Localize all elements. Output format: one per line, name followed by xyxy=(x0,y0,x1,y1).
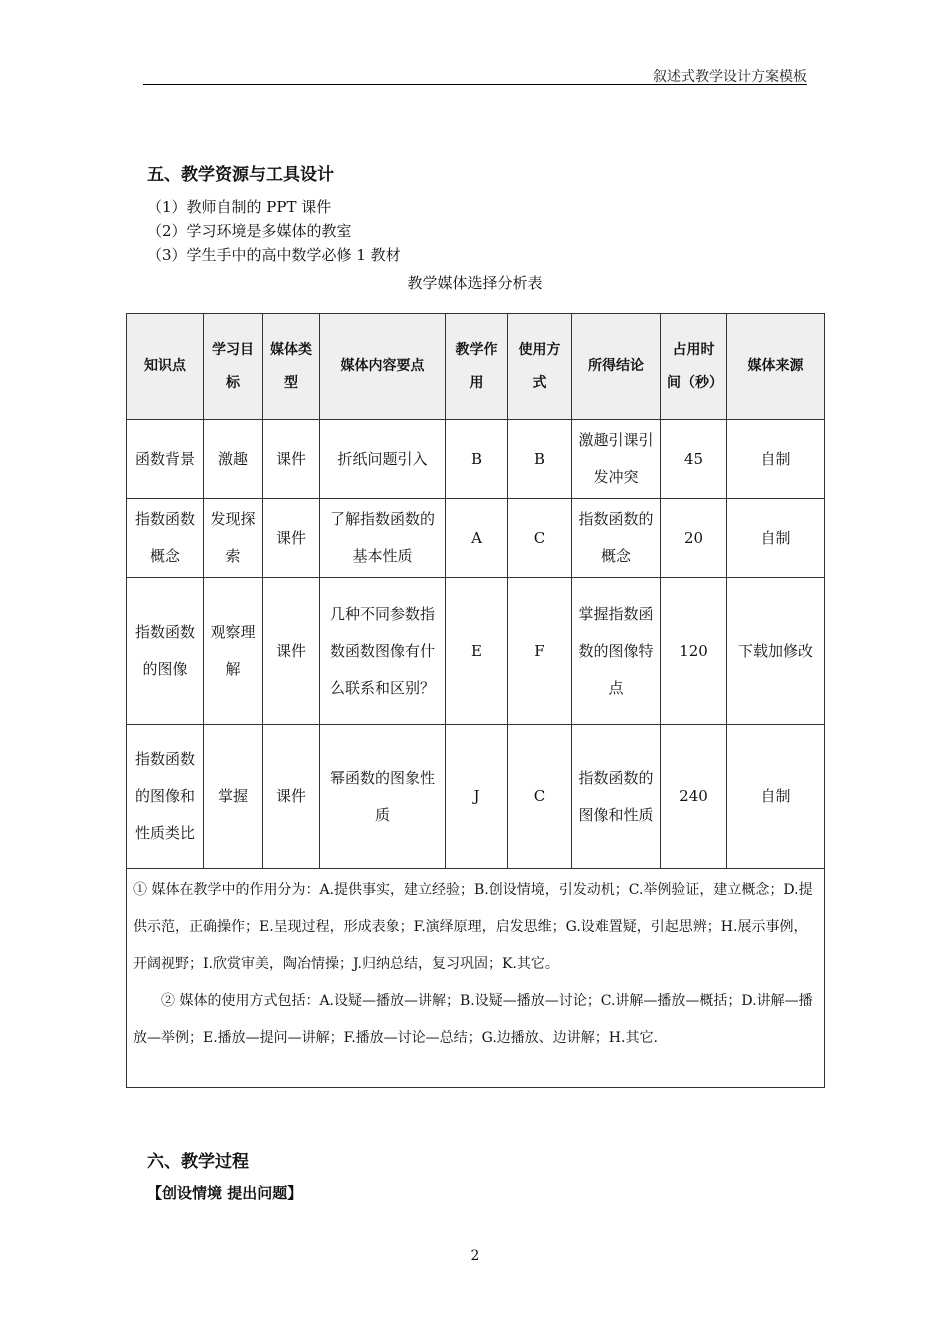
table-cell: 了解指数函数的基本性质 xyxy=(320,499,446,578)
table-cell: 函数背景 xyxy=(127,420,204,499)
page-number: 2 xyxy=(470,1248,480,1264)
table-cell: 20 xyxy=(661,499,727,578)
table-cell: 指数函数概念 xyxy=(127,499,204,578)
table-cell: C xyxy=(508,499,572,578)
table-row xyxy=(127,499,825,578)
header-cell: 知识点 xyxy=(127,314,204,420)
table-cell: 折纸问题引入 xyxy=(320,420,446,499)
table-cell: A xyxy=(446,499,508,578)
table-cell: 掌握指数函数的图像特点 xyxy=(572,578,661,725)
header-rule xyxy=(143,84,807,85)
table-cell: 自制 xyxy=(727,499,825,578)
table-cell: 120 xyxy=(661,578,727,725)
note-media-roles: ① 媒体在教学中的作用分为：A.提供事实，建立经验；B.创设情境，引发动机；C.举例验证，建立概念；D.提供示范，正确操作；E.呈现过程，形成表象；F.演绎原理，启发思维；G.设难置疑，引起思辨；H.展示事例，开阔视野；I.欣赏审美，陶冶情操；J.归纳总结，复习巩固；K.其它。 xyxy=(133,882,813,972)
header-cell: 所得结论 xyxy=(572,314,661,420)
table-notes-row xyxy=(127,869,825,1088)
running-header: 叙述式教学设计方案模板 xyxy=(653,69,807,85)
table-cell: 240 xyxy=(661,725,727,869)
table-cell: 激趣 xyxy=(204,420,263,499)
table-cell: J xyxy=(446,725,508,869)
table-cell: 45 xyxy=(661,420,727,499)
table-cell: 自制 xyxy=(727,725,825,869)
table-cell: C xyxy=(508,725,572,869)
table-row xyxy=(127,725,825,869)
table-cell: 激趣引课引发冲突 xyxy=(572,420,661,499)
table-notes xyxy=(127,869,825,1088)
table-cell: 课件 xyxy=(263,725,320,869)
media-analysis-table xyxy=(126,313,825,1088)
header-cell: 媒体来源 xyxy=(727,314,825,420)
section-5-title: 五、教学资源与工具设计 xyxy=(147,165,334,185)
table-cell: 指数函数的图像 xyxy=(127,578,204,725)
header-cell: 媒体内容要点 xyxy=(320,314,446,420)
table-cell: 指数函数的图像和性质类比 xyxy=(127,725,204,869)
resource-item-2: （2）学习环境是多媒体的教室 xyxy=(147,222,352,240)
section-6-subheading: 【创设情境 提出问题】 xyxy=(147,1184,303,1202)
table-row xyxy=(127,420,825,499)
table-cell: 发现探索 xyxy=(204,499,263,578)
resource-item-1: （1）教师自制的 PPT 课件 xyxy=(147,198,332,216)
table-cell: 观察理解 xyxy=(204,578,263,725)
table-cell: 指数函数的图像和性质 xyxy=(572,725,661,869)
header-cell: 使用方式 xyxy=(508,314,572,420)
table-cell: 几种不同参数指数函数图像有什么联系和区别？ xyxy=(320,578,446,725)
table-cell: F xyxy=(508,578,572,725)
table-cell: 幂函数的图象性质 xyxy=(320,725,446,869)
table-cell: 指数函数的概念 xyxy=(572,499,661,578)
table-cell: B xyxy=(446,420,508,499)
table-caption: 教学媒体选择分析表 xyxy=(407,274,543,292)
header-cell: 教学作用 xyxy=(446,314,508,420)
note-usage-methods: ② 媒体的使用方式包括：A.设疑—播放—讲解；B.设疑—播放—讨论；C.讲解—播放—概括；D.讲解—播放—举例；E.播放—提问—讲解；F.播放—讨论—总结；G.边播放、边讲解；H.其它. xyxy=(133,993,813,1046)
table-cell: 掌握 xyxy=(204,725,263,869)
table-row xyxy=(127,578,825,725)
section-6-title: 六、教学过程 xyxy=(147,1152,249,1172)
table-cell: B xyxy=(508,420,572,499)
header-cell: 占用时间（秒） xyxy=(661,314,727,420)
table-header-row xyxy=(127,314,825,420)
table-cell: 课件 xyxy=(263,499,320,578)
table-cell: 自制 xyxy=(727,420,825,499)
table-cell: 下载加修改 xyxy=(727,578,825,725)
header-cell: 学习目标 xyxy=(204,314,263,420)
table-cell: 课件 xyxy=(263,420,320,499)
table-cell: 课件 xyxy=(263,578,320,725)
header-cell: 媒体类型 xyxy=(263,314,320,420)
table-cell: E xyxy=(446,578,508,725)
resource-item-3: （3）学生手中的高中数学必修 1 教材 xyxy=(147,246,401,264)
